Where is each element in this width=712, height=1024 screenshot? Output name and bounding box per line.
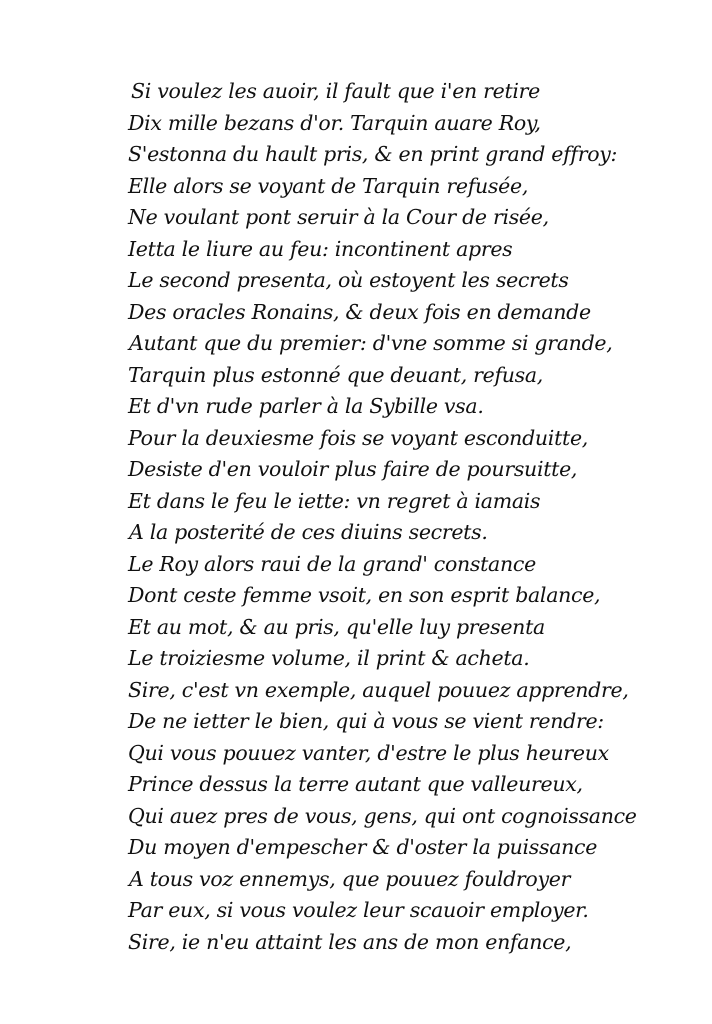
verse-line-25: Du moyen d'empescher & d'oster la puissance xyxy=(128,835,598,859)
verse-line-8: Des oracles Ronains, & deux fois en demande xyxy=(128,299,591,324)
verse-line-4: Elle alors se voyant de Tarquin refusée, xyxy=(128,173,529,198)
verse-line-20: Sire, c'est vn exemple, auquel pouuez apprendre, xyxy=(128,677,629,702)
verse-line-28: Sire, ie n'eu attaint les ans de mon enfance, xyxy=(128,929,572,954)
verse-block xyxy=(128,76,637,958)
verse-line-5: Ne voulant pont seruir à la Cour de risée, xyxy=(128,205,549,229)
verse-line-27: Par eux, si vous voulez leur scauoir employer. xyxy=(128,898,589,922)
verse-line-23: Prince dessus la terre autant que valleureux, xyxy=(128,772,583,796)
verse-line-1: Si voulez les auoir, il fault que i'en retire xyxy=(131,79,541,103)
verse-line-21: De ne ietter le bien, qui à vous se vient rendre: xyxy=(128,709,604,733)
verse-line-18: Et au mot, & au pris, qu'elle luy presenta xyxy=(128,614,545,639)
verse-line-13: Desiste d'en vouloir plus faire de poursuitte, xyxy=(128,457,578,481)
verse-line-24: Qui auez pres de vous, gens, qui ont cognoissance xyxy=(128,803,637,828)
verse-line-19: Le troiziesme volume, il print & acheta. xyxy=(128,646,530,670)
verse-line-6: Ietta le liure au feu: incontinent apres xyxy=(128,236,513,261)
verse-line-16: Le Roy alors raui de la grand' constance xyxy=(128,551,536,576)
verse-line-3: S'estonna du hault pris, & en print grand effroy: xyxy=(128,142,618,166)
verse-line-22: Qui vous pouuez vanter, d'estre le plus heureux xyxy=(128,740,609,765)
verse-line-11: Et d'vn rude parler à la Sybille vsa. xyxy=(128,394,484,418)
verse-line-10: Tarquin plus estonné que deuant, refusa, xyxy=(128,362,544,387)
verse-line-15: A la posterité de ces diuins secrets. xyxy=(129,520,488,544)
verse-line-9: Autant que du premier: d'vne somme si grande, xyxy=(129,331,613,355)
verse-line-2: Dix mille bezans d'or. Tarquin auare Roy, xyxy=(128,110,541,135)
verse-line-7: Le second presenta, où estoyent les secrets xyxy=(128,268,569,292)
verse-line-12: Pour la deuxiesme fois se voyant esconduitte, xyxy=(128,425,588,450)
verse-line-14: Et dans le feu le iette: vn regret à iamais xyxy=(128,488,541,513)
verse-line-26: A tous voz ennemys, que pouuez fouldroyer xyxy=(129,866,571,891)
verse-line-17: Dont ceste femme vsoit, en son esprit balance, xyxy=(128,583,601,607)
